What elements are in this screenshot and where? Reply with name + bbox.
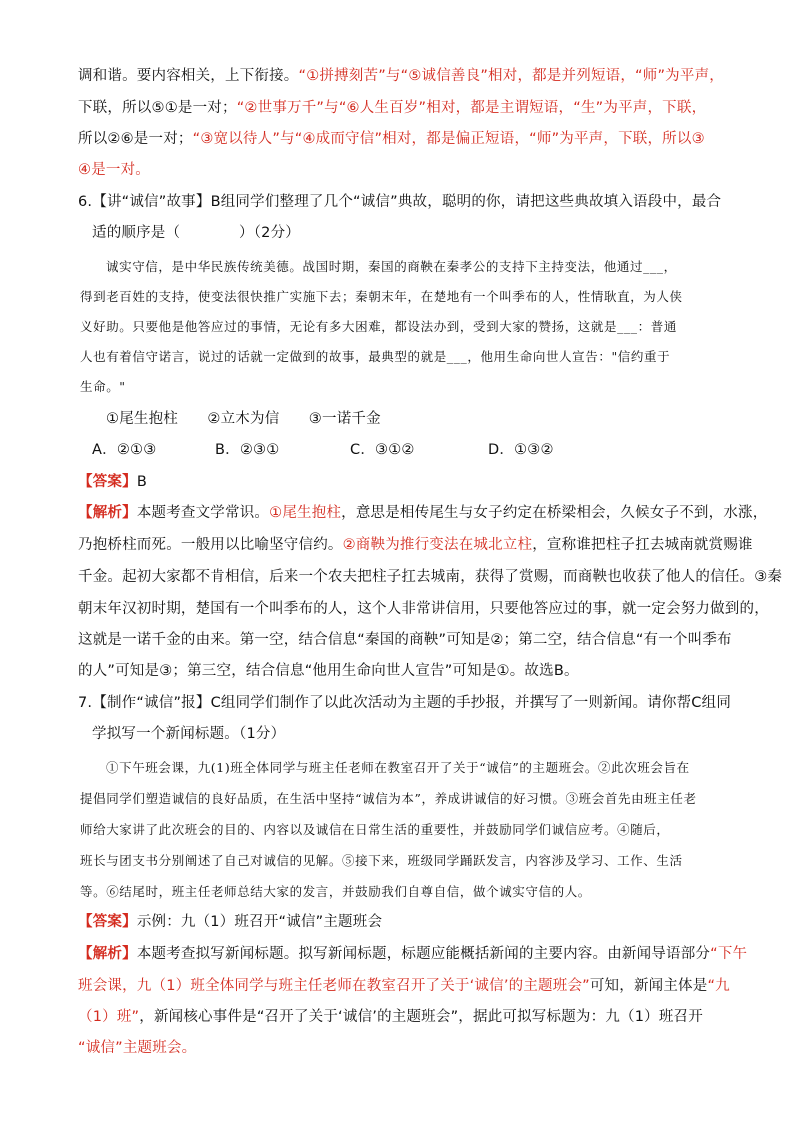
q6-passage-line-4: 人也有着信守诺言，说过的话就一定做到的故事，最典型的就是___，他用生命向世人宣告："信约重于 xyxy=(80,349,671,364)
top-explanation-line-2 xyxy=(78,98,706,118)
text-segment: （1）班” xyxy=(78,1009,140,1025)
text-segment: “下午 xyxy=(710,946,748,962)
text-segment: 乃抱桥柱而死。一般用以比喻坚守信约。 xyxy=(78,537,343,553)
q7-passage-line-2: 提倡同学们塑造诚信的良好品质，在生活中坚持“诚信为本”，养成讲诚信的好习惯。③班会首先由班主任老 xyxy=(80,791,697,806)
q6-title xyxy=(78,192,721,212)
q7-analysis-line-2 xyxy=(78,976,730,996)
text-segment: “②世事万千”与“⑥人生百岁”相对，都是主谓短语，“生”为平声，下联， xyxy=(236,100,707,116)
q6-option-b: B．②③① xyxy=(215,442,280,458)
q6-option-c: C．③①② xyxy=(350,442,415,458)
q7-title xyxy=(78,693,731,713)
q6-passage-line-2: 得到老百姓的支持，使变法很快推广实施下去；秦朝末年，在楚地有一个叫季布的人，性情耿直，为人侠 xyxy=(80,289,683,304)
q7-answer xyxy=(78,912,382,932)
answer-value: 示例：九（1）班召开“诚信”主题班会 xyxy=(136,914,383,930)
q7-title-text: 【制作“诚信”报】C组同学们制作了以此次活动为主题的手抄报，并撰写了一则新闻。请你帮C组同 xyxy=(92,695,732,711)
text-segment: “①拼搏刻苦”与“⑤诚信善良”相对，都是并列短语，“师”为平声， xyxy=(298,68,724,84)
text-segment: ①尾生抱柱 xyxy=(269,505,342,521)
q6-analysis-line-4: 朝末年汉初时期，楚国有一个叫季布的人，这个人非常讲信用，只要他答应过的事，就一定会努力做到的， xyxy=(78,601,769,617)
text-segment: “九 xyxy=(707,978,730,994)
analysis-tag: 【解析】 xyxy=(78,946,137,962)
q6-items: ①尾生抱柱 ②立木为信 ③一诺千金 xyxy=(106,411,381,427)
q7-analysis-line-3 xyxy=(78,1007,703,1027)
text-segment: 下联，所以⑤①是一对； xyxy=(78,100,237,116)
q6-title-2: 适的顺序是（ ）（2分） xyxy=(92,225,300,241)
q6-number: 6. xyxy=(78,194,93,210)
text-segment: 本题考查文学常识。 xyxy=(136,505,270,521)
text-segment: ，新闻核心事件是“召开了关于‘诚信’的主题班会”，据此可拟写标题为：九（1）班召开 xyxy=(139,1009,703,1025)
q7-passage-line-4: 班长与团支书分别阐述了自己对诚信的见解。⑤接下来，班级同学踊跃发言，内容涉及学习、工作、生活 xyxy=(80,853,683,868)
answer-value: B xyxy=(136,474,147,490)
q6-option-d: D．①③② xyxy=(488,442,554,458)
q6-title-text: 【讲“诚信”故事】B组同学们整理了几个“诚信”典故，聪明的你，请把这些典故填入语段中，最合 xyxy=(92,194,722,210)
q7-passage-line-5: 等。⑥结尾时，班主任老师总结大家的发言，并鼓励我们自尊自信，做个诚实守信的人。 xyxy=(80,884,591,899)
top-explanation-line-3 xyxy=(78,129,705,149)
text-segment: 调和谐。要内容相关，上下衔接。 xyxy=(78,68,299,84)
q7-title-2: 学拟写一个新闻标题。（1分） xyxy=(92,726,286,742)
q7-analysis-line-4: “诚信”主题班会。 xyxy=(78,1040,197,1056)
q6-passage-line-1: 诚实守信，是中华民族传统美德。战国时期，秦国的商鞅在秦孝公的支持下主持变法，他通过___， xyxy=(106,259,677,274)
q7-number: 7. xyxy=(78,695,93,711)
q6-analysis-line-2 xyxy=(78,535,753,555)
text-segment: ②商鞅为推行变法在城北立柱 xyxy=(342,537,533,553)
top-explanation-line-1 xyxy=(78,66,724,86)
q6-analysis-line-6: 的人”可知是③；第三空，结合信息“他用生命向世人宣告”可知是①。故选B。 xyxy=(78,663,579,679)
text-segment: 班会课，九（1）班全体同学与班主任老师在教室召开了关于‘诚信’的主题班会” xyxy=(78,978,590,994)
analysis-tag: 【解析】 xyxy=(78,505,137,521)
answer-tag: 【答案】 xyxy=(78,474,137,490)
q6-analysis-line-3: 千金。起初大家都不肯相信，后来一个农夫把柱子扛去城南，获得了赏赐，而商鞅也收获了他人的信任。③秦 xyxy=(78,569,783,585)
text-segment: 本题考查拟写新闻标题。拟写新闻标题，标题应能概括新闻的主要内容。由新闻导语部分 xyxy=(136,946,711,962)
text-segment: 所以②⑥是一对； xyxy=(78,131,193,147)
q7-passage-line-1: ①下午班会课，九(1)班全体同学与班主任老师在教室召开了关于“诚信”的主题班会。②此次班会旨在 xyxy=(106,760,690,775)
text-segment: “③宽以待人”与“④成而守信”相对，都是偏正短语，“师”为平声，下联，所以③ xyxy=(192,131,705,147)
q6-option-a: A．②①③ xyxy=(92,442,157,458)
q6-analysis-line-5: 这就是一诺千金的由来。第一空，结合信息“秦国的商鞅”可知是②；第二空，结合信息“有一个叫季布 xyxy=(78,632,732,648)
text-segment: ，意思是相传尾生与女子约定在桥梁相会，久候女子不到，水涨， xyxy=(341,505,768,521)
q7-analysis-line-1 xyxy=(78,944,747,964)
q6-passage-line-3: 义好助。只要他是他答应过的事情，无论有多大困难，都设法办到，受到大家的赞扬，这就是___：普通 xyxy=(80,319,677,334)
q6-analysis-line-1 xyxy=(78,503,767,523)
q7-passage-line-3: 师给大家讲了此次班会的目的、内容以及诚信在日常生活的重要性，并鼓励同学们诚信应考。④随后， xyxy=(80,822,670,837)
text-segment: 可知，新闻主体是 xyxy=(589,978,708,994)
text-segment: ，宣称谁把柱子扛去城南就赏赐谁 xyxy=(532,537,753,553)
q6-passage-line-5: 生命。" xyxy=(80,379,126,394)
top-explanation-line-4: ④是一对。 xyxy=(78,162,150,178)
answer-tag: 【答案】 xyxy=(78,914,137,930)
q6-answer xyxy=(78,472,147,492)
